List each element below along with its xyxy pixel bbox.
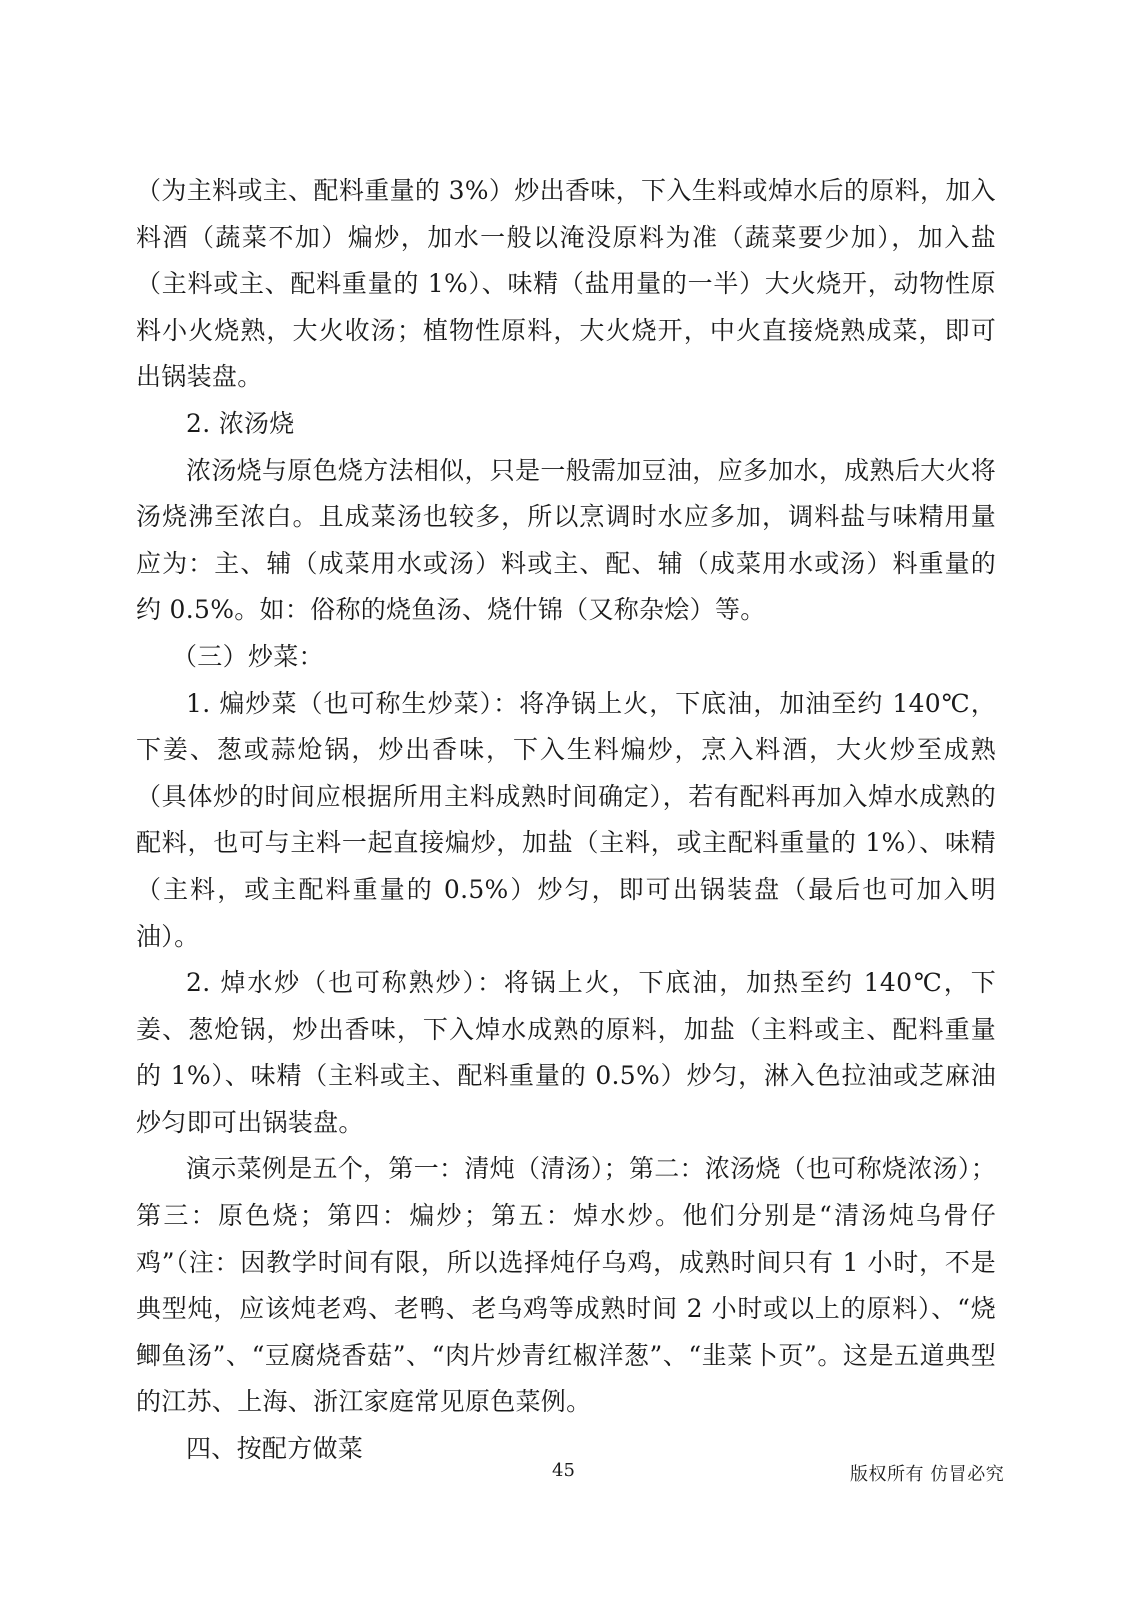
section-heading-stir-fry: （三）炒菜： (172, 641, 324, 671)
subheading-thick-soup-braise: 2. 浓汤烧 (186, 408, 295, 438)
paragraph-thick-soup-braise: 浓汤烧与原色烧方法相似，只是一般需加豆油，应多加水，成熟后大火将汤烧沸至浓白。且成菜汤也较多，所以烹调时水应多加，调料盐与味精用量应为：主、辅（成菜用水或汤）料或主、配、辅（成菜用水或汤）料重量的约 0.5%。如：俗称的烧鱼汤、烧什锦（又称杂烩）等。 (136, 455, 996, 625)
paragraph-raw-stir-fry: 1. 煸炒菜（也可称生炒菜）：将净锅上火，下底油，加油至约 140℃，下姜、葱或蒜炝锅，炒出香味，下入生料煸炒，烹入料酒，大火炒至成熟（具体炒的时间应根据所用主料成熟时间确定），若有配料再加入焯水成熟的配料，也可与主料一起直接煸炒，加盐（主料，或主配料重量的 1%）、味精（主料，或主配料重量的 0.5%）炒匀，即可出锅装盘（最后也可加入明油）。 (136, 688, 996, 951)
paragraph-blanched-stir-fry: 2. 焯水炒（也可称熟炒）：将锅上火，下底油，加热至约 140℃，下姜、葱炝锅，炒出香味，下入焯水成熟的原料，加盐（主料或主、配料重量的 1%）、味精（主料或主、配料重量的 0.5%）炒匀，淋入色拉油或芝麻油炒匀即可出锅装盘。 (136, 968, 996, 1137)
section-heading-recipe-cooking: 四、按配方做菜 (186, 1434, 364, 1464)
page-number: 45 (552, 1460, 575, 1481)
page-footer (0, 1460, 1131, 1490)
paragraph-continued-cooking-method: （为主料或主、配料重量的 3%）炒出香味，下入生料或焯水后的原料，加入料酒（蔬菜不加）煸炒，加水一般以淹没原料为准（蔬菜要少加），加入盐（主料或主、配料重量的 1%）、味精（盐用量的一半）大火烧开，动物性原料小火烧熟，大火收汤；植物性原料，大火烧开，中火直接烧熟成菜，即可出锅装盘。 (136, 176, 996, 392)
document-body (136, 168, 996, 1473)
copyright-notice: 版权所有 仿冒必究 (850, 1464, 1005, 1485)
paragraph-demo-dishes: 演示菜例是五个，第一：清炖（清汤）；第二：浓汤烧（也可称烧浓汤）；第三：原色烧；第四：煸炒；第五：焯水炒。他们分别是“清汤炖乌骨仔鸡”（注：因教学时间有限，所以选择炖仔乌鸡，成熟时间只有 1 小时，不是典型炖，应该炖老鸡、老鸭、老乌鸡等成熟时间 2 小时或以上的原料）、“烧鲫鱼汤”、“豆腐烧香菇”、“肉片炒青红椒洋葱”、“韭菜卜页”。这是五道典型的江苏、上海、浙江家庭常见原色菜例。 (136, 1154, 996, 1417)
